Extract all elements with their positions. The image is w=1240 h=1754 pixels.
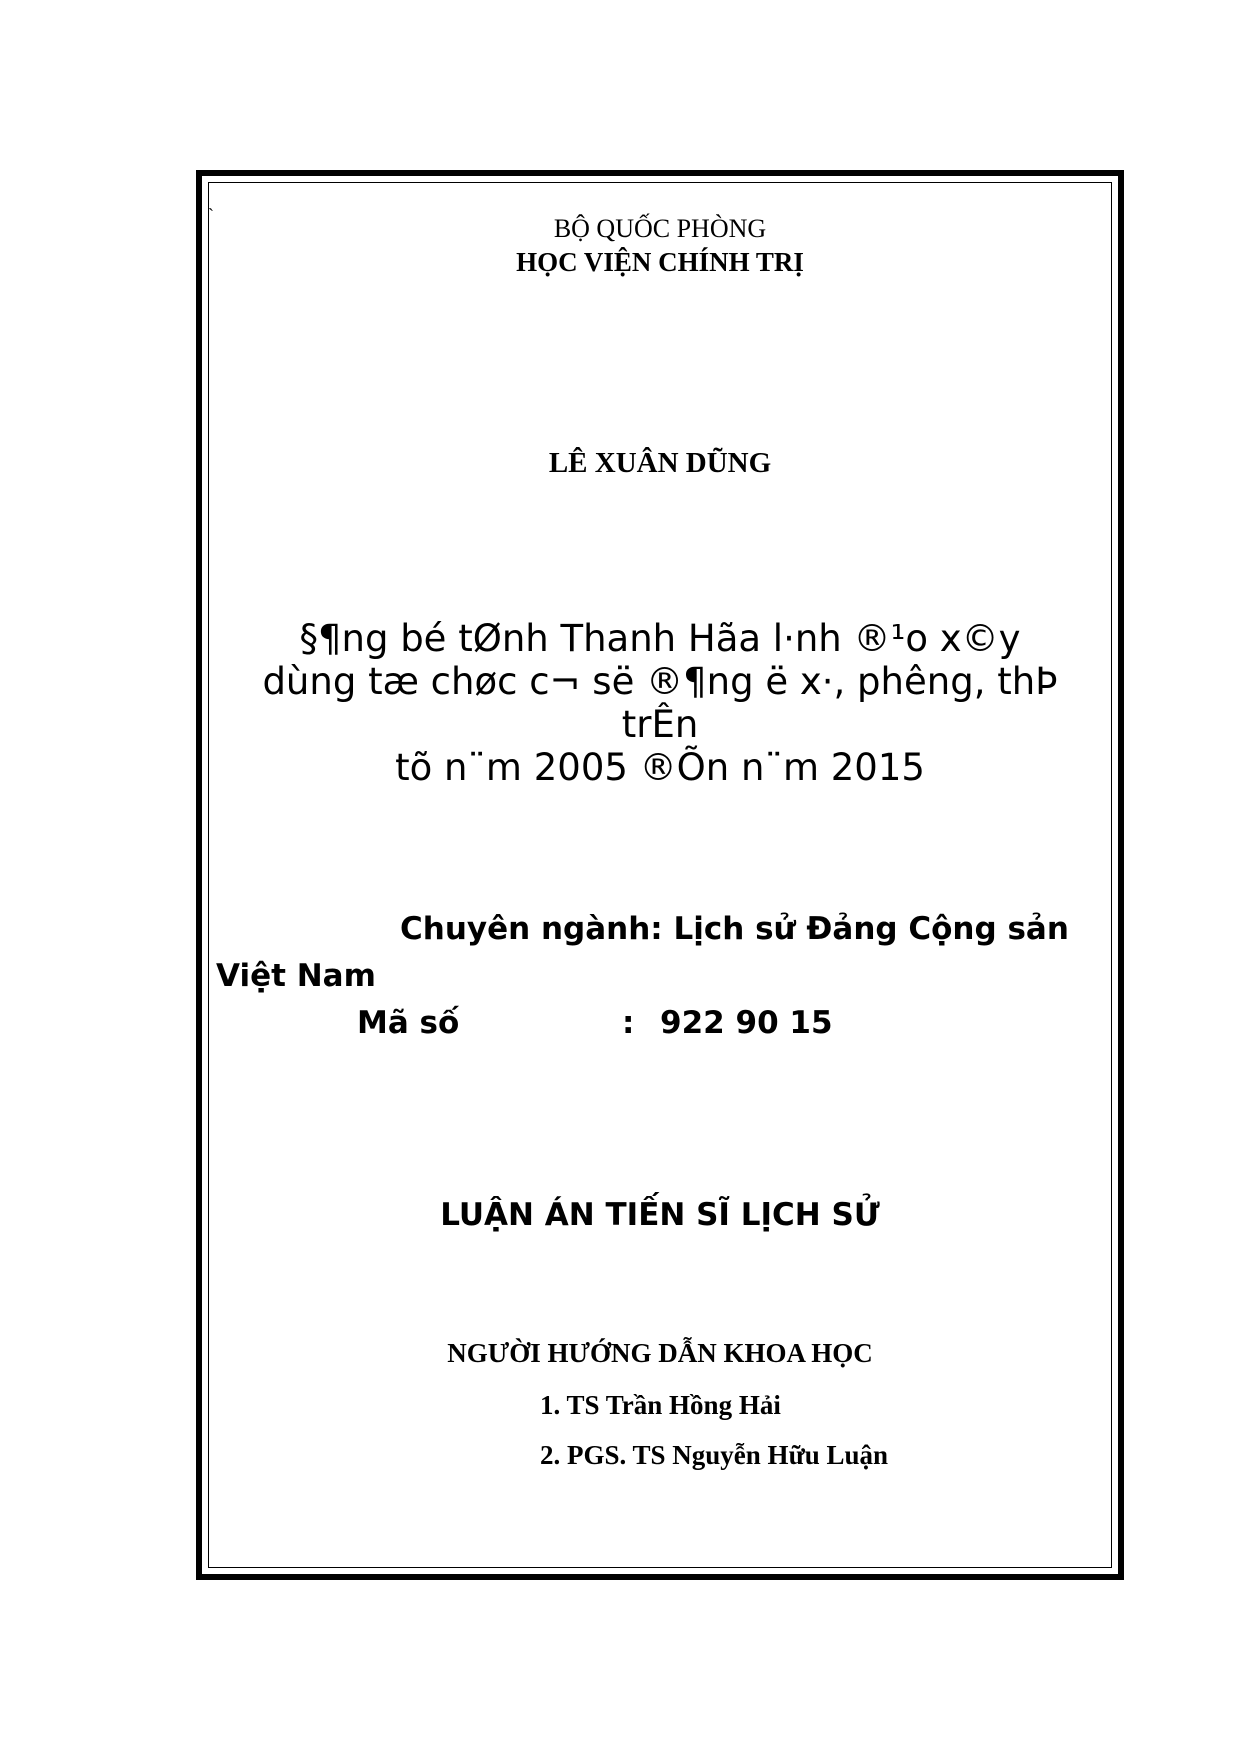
advisor-item: 2. PGS. TS Nguyễn Hữu Luận <box>540 1440 889 1470</box>
thesis-title-line: tõ n¨m 2005 ®Õn n¨m 2015 <box>395 746 925 789</box>
thesis-title-line: dùng tæ chøc c¬ së ®¶ng ë x·, phêng, thÞ <box>262 660 1058 703</box>
thesis-title-line: trÊn <box>621 703 699 746</box>
author-name: LÊ XUÂN DŨNG <box>548 447 772 479</box>
advisor-item: 1. TS Trần Hồng Hải <box>540 1390 781 1420</box>
specialization-continuation: Việt Nam <box>216 958 376 994</box>
ministry-name: BỘ QUỐC PHÒNG <box>553 214 767 243</box>
thesis-title-line: §¶ng bé tØnh Thanh Hãa l·nh ®¹o x©y <box>299 617 1021 660</box>
degree-title: LUẬN ÁN TIẾN SĨ LỊCH SỬ <box>440 1197 880 1233</box>
academy-name: HỌC VIỆN CHÍNH TRỊ <box>516 247 804 277</box>
code-label: Mã số <box>357 1005 460 1041</box>
stray-mark: ` <box>208 205 214 225</box>
code-colon: : <box>622 1005 635 1041</box>
code-value: 922 90 15 <box>660 1005 833 1041</box>
specialization-label: Chuyên ngành: Lịch sử Đảng Cộng sản <box>400 911 1069 947</box>
advisor-heading: NGƯỜI HƯỚNG DẪN KHOA HỌC <box>447 1338 873 1368</box>
